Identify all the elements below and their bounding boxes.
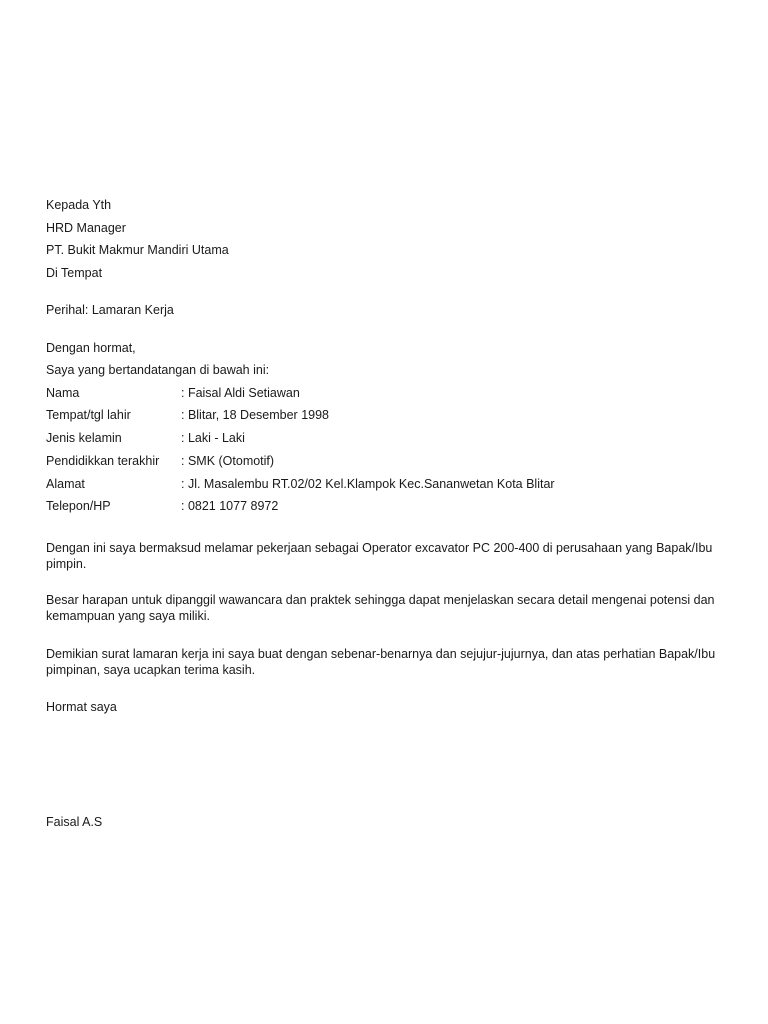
detail-value: : Faisal Aldi Setiawan	[181, 385, 300, 400]
closing: Hormat saya	[46, 700, 117, 715]
detail-label: Alamat	[46, 476, 85, 491]
application-letter	[46, 196, 726, 835]
detail-value: : Laki - Laki	[181, 431, 245, 446]
salutation: Dengan hormat,	[46, 340, 136, 355]
detail-label: Nama	[46, 385, 80, 400]
detail-row	[46, 475, 726, 498]
detail-row	[46, 406, 726, 429]
detail-value: : Blitar, 18 Desember 1998	[181, 408, 329, 423]
recipient-line: HRD Manager	[46, 220, 126, 235]
detail-row	[46, 384, 726, 407]
detail-label: Pendidikkan terakhir	[46, 453, 160, 468]
body-paragraph: Dengan ini saya bermaksud melamar pekerjaan sebagai Operator excavator PC 200-400 di perusahaan yang Bapak/Ibu pimpin.	[46, 541, 713, 572]
personal-details	[46, 384, 726, 521]
detail-value: : 0821 1077 8972	[181, 499, 279, 514]
body-paragraph: Besar harapan untuk dipanggil wawancara dan praktek sehingga dapat menjelaskan secara detail mengenai potensi dan kemampuan yang saya miliki.	[46, 593, 715, 624]
detail-row	[46, 429, 726, 452]
detail-label: Telepon/HP	[46, 499, 111, 514]
detail-row	[46, 452, 726, 475]
signature-name: Faisal A.S	[46, 814, 103, 829]
recipient-block	[46, 196, 726, 286]
letter-subject: Perihal: Lamaran Kerja	[46, 303, 174, 317]
detail-label: Tempat/tgl lahir	[46, 408, 131, 423]
detail-row	[46, 497, 726, 520]
recipient-line: Di Tempat	[46, 265, 103, 280]
detail-label: Jenis kelamin	[46, 431, 122, 446]
intro-text: Saya yang bertandatangan di bawah ini:	[46, 363, 270, 377]
detail-value: : SMK (Otomotif)	[181, 453, 275, 468]
recipient-line: Kepada Yth	[46, 198, 112, 212]
detail-value: : Jl. Masalembu RT.02/02 Kel.Klampok Kec.Sananwetan Kota Blitar	[181, 476, 555, 491]
recipient-line: PT. Bukit Makmur Mandiri Utama	[46, 243, 229, 257]
body-paragraph: Demikian surat lamaran kerja ini saya buat dengan sebenar-benarnya dan sejujur-jujurnya, dan atas perhatian Bapak/Ibu pimpinan, saya ucapkan terima kasih.	[46, 647, 716, 678]
